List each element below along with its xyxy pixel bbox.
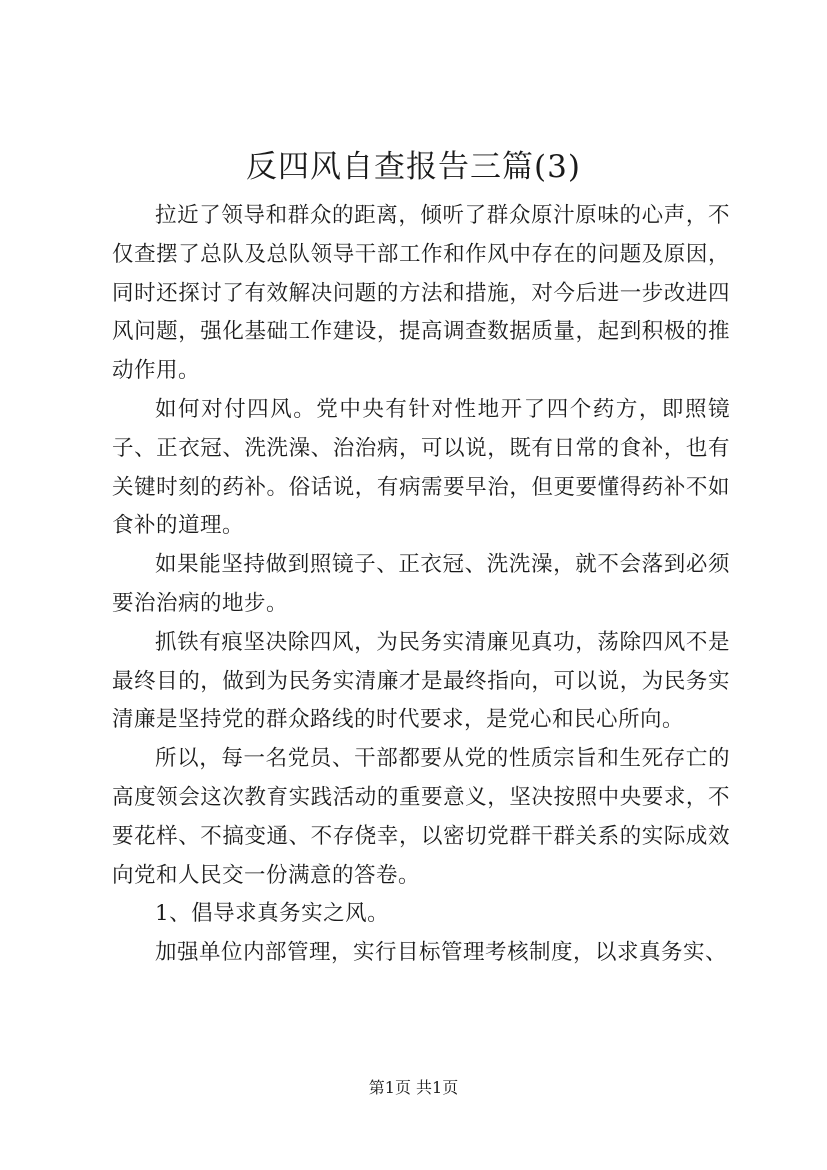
paragraph: 加强单位内部管理，实行目标管理考核制度，以求真务实、 — [155, 940, 728, 966]
page-number-footer: 第1页 共1页 — [368, 1078, 459, 1097]
document-title: 反四风自查报告三篇(3) — [246, 149, 581, 185]
paragraph: 如果能坚持做到照镜子、正衣冠、洗洗澡，就不会落到必须要治治病的地步。 — [112, 552, 730, 616]
paragraph: 所以，每一名党员、干部都要从党的性质宗旨和生死存亡的高度领会这次教育实践活动的重要意义，坚决按照中央要求，不要花样、不搞变通、不存侥幸，以密切党群干群关系的实际成效向党和人民交一份满意的答卷。 — [112, 746, 730, 888]
paragraph: 拉近了领导和群众的距离，倾听了群众原汁原味的心声，不仅查摆了总队及总队领导干部工作和作风中存在的问题及原因，同时还探讨了有效解决问题的方法和措施，对今后进一步改进四风问题，强化基础工作建设，提高调查数据质量，起到积极的推动作用。 — [112, 203, 730, 384]
paragraph: 抓铁有痕坚决除四风，为民务实清廉见真功，荡除四风不是最终目的，做到为民务实清廉才是最终指向，可以说，为民务实清廉是坚持党的群众路线的时代要求，是党心和民心所向。 — [112, 629, 730, 733]
paragraph: 1、倡导求真务实之风。 — [155, 901, 390, 927]
document-body — [112, 197, 730, 973]
paragraph: 如何对付四风。党中央有针对性地开了四个药方，即照镜子、正衣冠、洗洗澡、治治病，可以说，既有日常的食补，也有关键时刻的药补。俗话说，有病需要早治，但更要懂得药补不如食补的道理。 — [112, 396, 730, 539]
